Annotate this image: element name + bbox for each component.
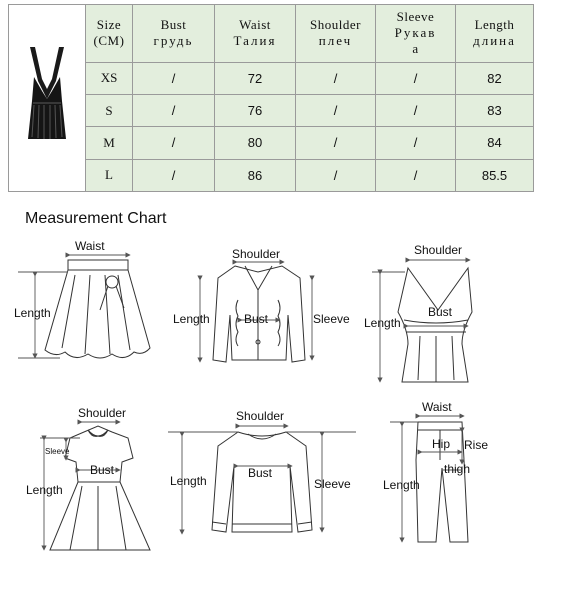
measurement-chart — [0, 230, 573, 593]
length-cell: 84 — [456, 127, 534, 159]
shoulder-cell: / — [296, 94, 376, 126]
size-cell: S — [86, 94, 133, 126]
sweater-shoulder-label: Shoulder — [236, 409, 285, 423]
leather-dress-image — [12, 41, 82, 151]
length-cell: 82 — [456, 62, 534, 94]
shoulder-cell: / — [296, 62, 376, 94]
length-cell: 83 — [456, 94, 534, 126]
pants-length-label: Length — [383, 478, 420, 492]
size-cell: L — [86, 159, 133, 191]
waist-cell: 80 — [215, 127, 296, 159]
dress-sleeve-label: Sleeve — [45, 447, 70, 456]
skirt-length-label: Length — [14, 306, 51, 320]
sleeve-cell: / — [376, 159, 456, 191]
length-cell: 85.5 — [456, 159, 534, 191]
shoulder-cell: / — [296, 127, 376, 159]
dress-bust-label: Bust — [90, 463, 115, 477]
size-cell: M — [86, 127, 133, 159]
header-size: Size (CM) — [86, 5, 133, 63]
pants-thigh-label: thigh — [444, 462, 471, 476]
header-waist: Waist Талия — [215, 5, 296, 63]
size-table — [8, 4, 534, 192]
sweater-sleeve-label: Sleeve — [314, 477, 351, 491]
table-row — [9, 94, 534, 126]
tank-bust-label: Bust — [428, 305, 453, 319]
tank-length-label: Length — [364, 316, 401, 330]
sweater-length-label: Length — [170, 474, 207, 488]
bust-cell: / — [133, 94, 215, 126]
dress-shoulder-label: Shoulder — [78, 406, 127, 420]
waist-cell: 76 — [215, 94, 296, 126]
table-row — [9, 159, 534, 191]
table-header-row — [9, 5, 534, 63]
jacket-sleeve-label: Sleeve — [313, 312, 350, 326]
size-cell: XS — [86, 62, 133, 94]
waist-cell: 72 — [215, 62, 296, 94]
tank-diagram — [364, 243, 472, 382]
sleeve-cell: / — [376, 127, 456, 159]
pants-rise-label: Rise — [464, 438, 489, 452]
table-row — [9, 62, 534, 94]
jacket-diagram — [173, 247, 350, 362]
header-shoulder: Shoulder плеч — [296, 5, 376, 63]
chart-title: Measurement Chart — [25, 210, 167, 227]
dress-length-label: Length — [26, 483, 63, 497]
header-length: Length длина — [456, 5, 534, 63]
header-sleeve: Sleeve Рукав а — [376, 5, 456, 63]
sweater-diagram — [168, 409, 356, 532]
jacket-bust-label: Bust — [244, 312, 269, 326]
tank-shoulder-label: Shoulder — [414, 243, 463, 257]
sweater-bust-label: Bust — [248, 466, 273, 480]
waist-cell: 86 — [215, 159, 296, 191]
sleeve-cell: / — [376, 62, 456, 94]
dress-diagram — [26, 406, 150, 550]
bust-cell: / — [133, 127, 215, 159]
bust-cell: / — [133, 159, 215, 191]
shoulder-cell: / — [296, 159, 376, 191]
pants-diagram — [383, 400, 488, 542]
jacket-length-label: Length — [173, 312, 210, 326]
skirt-waist-label: Waist — [75, 239, 105, 253]
bust-cell: / — [133, 62, 215, 94]
table-row — [9, 127, 534, 159]
pants-waist-label: Waist — [422, 400, 452, 414]
pants-hip-label: Hip — [432, 437, 451, 451]
header-bust: Bust грудь — [133, 5, 215, 63]
sleeve-cell: / — [376, 94, 456, 126]
skirt-diagram — [14, 239, 150, 358]
jacket-shoulder-label: Shoulder — [232, 247, 281, 261]
product-image — [9, 5, 86, 192]
